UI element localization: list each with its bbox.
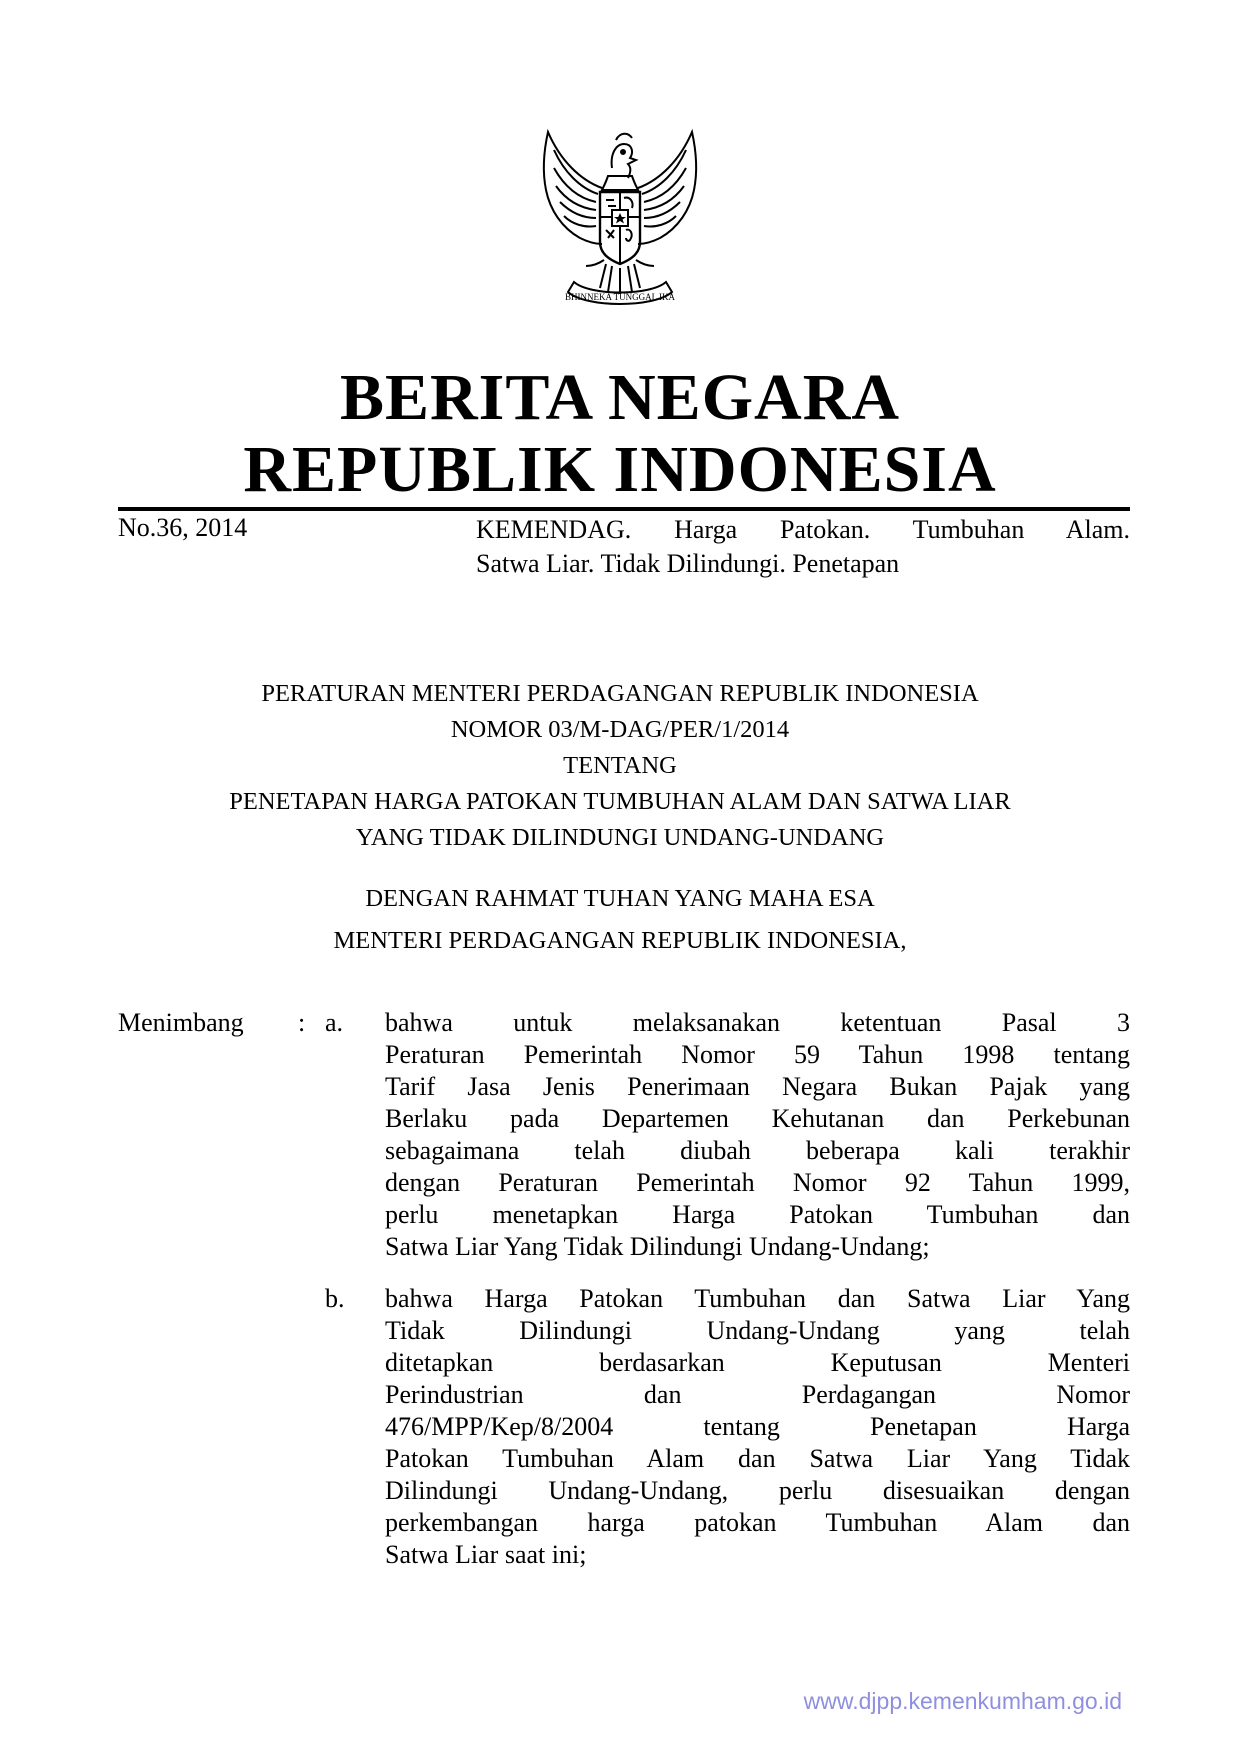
gazette-number: No.36, 2014 bbox=[118, 513, 248, 542]
item-a-line: Berlaku pada Departemen Kehutanan dan Perkebunan bbox=[385, 1104, 1130, 1133]
item-a-line: sebagaimana telah diubah beberapa kali terakhir bbox=[385, 1136, 1130, 1165]
preamble-line-1: DENGAN RAHMAT TUHAN YANG MAHA ESA bbox=[365, 885, 875, 912]
preamble-line-2: MENTERI PERDAGANGAN REPUBLIK INDONESIA, bbox=[333, 927, 907, 954]
considering-item-a bbox=[385, 1007, 1130, 1263]
item-b-line: Patokan Tumbuhan Alam dan Satwa Liar Yang Tidak bbox=[385, 1444, 1130, 1473]
item-b-line: perkembangan harga patokan Tumbuhan Alam dan bbox=[385, 1508, 1130, 1537]
item-a-line: Peraturan Pemerintah Nomor 59 Tahun 1998 tentang bbox=[385, 1040, 1130, 1069]
item-b-line: 476/MPP/Kep/8/2004 tentang Penetapan Harga bbox=[385, 1412, 1130, 1441]
considering-item-b bbox=[385, 1283, 1130, 1571]
masthead-line-1: BERITA NEGARA bbox=[339, 361, 901, 434]
preamble bbox=[0, 878, 1240, 962]
considering-colon: : bbox=[298, 1008, 306, 1037]
item-a-line: Tarif Jasa Jenis Penerimaan Negara Bukan Pajak yang bbox=[385, 1072, 1130, 1101]
footer-website-link[interactable]: www.djpp.kemenkumham.go.id bbox=[803, 1688, 1122, 1714]
gazette-subject bbox=[476, 513, 1130, 581]
item-b-line: Perindustrian dan Perdagangan Nomor bbox=[385, 1380, 1130, 1409]
regulation-subject-2: YANG TIDAK DILINDUNGI UNDANG-UNDANG bbox=[355, 824, 885, 851]
regulation-number: NOMOR 03/M-DAG/PER/1/2014 bbox=[450, 716, 790, 743]
item-b-line: Satwa Liar saat ini; bbox=[385, 1540, 587, 1569]
item-a-line: perlu menetapkan Harga Patokan Tumbuhan dan bbox=[385, 1200, 1130, 1229]
garuda-emblem bbox=[520, 110, 720, 315]
regulation-tentang: TENTANG bbox=[563, 752, 677, 779]
item-a-line: dengan Peraturan Pemerintah Nomor 92 Tahun 1999, bbox=[385, 1168, 1130, 1197]
considering-label: Menimbang bbox=[118, 1008, 244, 1037]
item-b-line: Dilindungi Undang-Undang, perlu disesuaikan dengan bbox=[385, 1476, 1130, 1505]
item-b-line: Tidak Dilindungi Undang-Undang yang telah bbox=[385, 1316, 1130, 1345]
header-rule bbox=[118, 507, 1130, 511]
motto-text: BHINNEKA TUNGGAL IKA bbox=[565, 292, 675, 302]
regulation-line-1: PERATURAN MENTERI PERDAGANGAN REPUBLIK INDONESIA bbox=[261, 680, 979, 707]
item-b-line: bahwa Harga Patokan Tumbuhan dan Satwa Liar Yang bbox=[385, 1284, 1130, 1313]
subject-line-2: Satwa Liar. Tidak Dilindungi. Penetapan bbox=[476, 549, 900, 578]
item-marker-a: a. bbox=[325, 1008, 344, 1037]
masthead-line-2: REPUBLIK INDONESIA bbox=[243, 433, 997, 506]
item-marker-b: b. bbox=[325, 1284, 345, 1313]
regulation-subject-1: PENETAPAN HARGA PATOKAN TUMBUHAN ALAM DAN SATWA LIAR bbox=[229, 788, 1011, 815]
item-a-line: Satwa Liar Yang Tidak Dilindungi Undang-Undang; bbox=[385, 1232, 930, 1261]
regulation-title bbox=[0, 676, 1240, 856]
subject-line-1: KEMENDAG. Harga Patokan. Tumbuhan Alam. bbox=[476, 515, 1130, 544]
item-a-line: bahwa untuk melaksanakan ketentuan Pasal 3 bbox=[385, 1008, 1130, 1037]
item-b-line: ditetapkan berdasarkan Keputusan Menteri bbox=[385, 1348, 1130, 1377]
